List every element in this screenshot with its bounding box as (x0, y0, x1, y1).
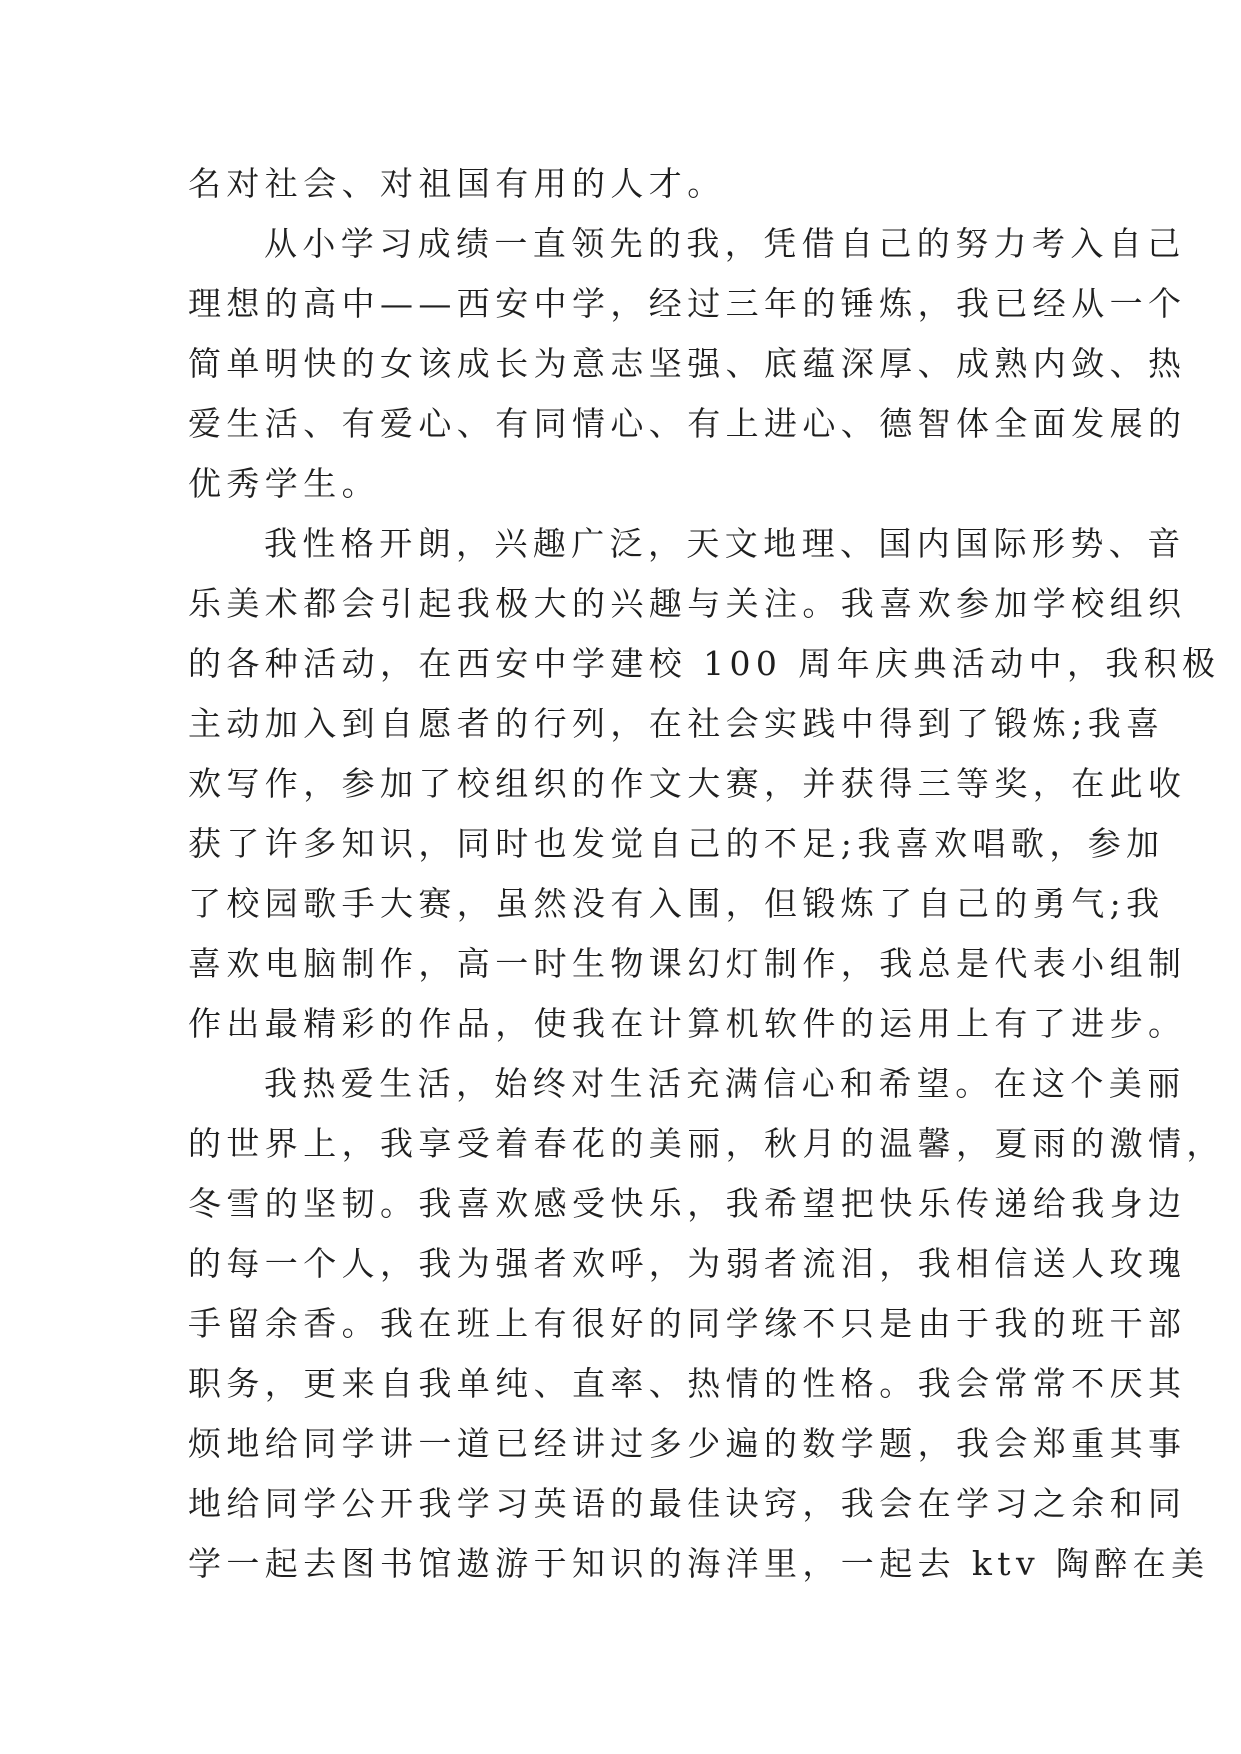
text-line: 的世界上，我享受着春花的美丽，秋月的温馨，夏雨的激情， (188, 1124, 1225, 1163)
text-line: 地给同学公开我学习英语的最佳诀窍，我会在学习之余和同 (188, 1484, 1187, 1523)
text-line: 学一起去图书馆遨游于知识的海洋里，一起去 ktv 陶醉在美 (188, 1544, 1210, 1583)
text-line: 职务，更来自我单纯、直率、热情的性格。我会常常不厌其 (188, 1364, 1187, 1403)
text-line: 喜欢电脑制作，高一时生物课幻灯制作，我总是代表小组制 (188, 944, 1187, 983)
text-line: 的每一个人，我为强者欢呼，为弱者流泪，我相信送人玫瑰 (188, 1244, 1187, 1283)
text-line: 乐美术都会引起我极大的兴趣与关注。我喜欢参加学校组织 (188, 584, 1187, 623)
text-line: 简单明快的女该成长为意志坚强、底蕴深厚、成熟内敛、热 (188, 344, 1187, 383)
text-line: 的各种活动，在西安中学建校 100 周年庆典活动中，我积极 (188, 644, 1221, 683)
text-line: 冬雪的坚韧。我喜欢感受快乐，我希望把快乐传递给我身边 (188, 1184, 1187, 1223)
text-line: 主动加入到自愿者的行列，在社会实践中得到了锻炼;我喜 (188, 704, 1165, 743)
paragraph-first-line: 我热爱生活，始终对生活充满信心和希望。在这个美丽 (264, 1064, 1186, 1103)
text-line: 爱生活、有爱心、有同情心、有上进心、德智体全面发展的 (188, 404, 1187, 443)
paragraph-first-line: 从小学习成绩一直领先的我，凭借自己的努力考入自己 (264, 224, 1186, 263)
body-text (188, 154, 1225, 1594)
text-line: 名对社会、对祖国有用的人才。 (188, 164, 726, 203)
text-line: 理想的高中——西安中学，经过三年的锤炼，我已经从一个 (188, 284, 1187, 323)
text-line: 了校园歌手大赛，虽然没有入围，但锻炼了自己的勇气;我 (188, 884, 1165, 923)
text-line: 获了许多知识，同时也发觉自己的不足;我喜欢唱歌，参加 (188, 824, 1165, 863)
text-line: 手留余香。我在班上有很好的同学缘不只是由于我的班干部 (188, 1304, 1187, 1343)
paragraph-first-line: 我性格开朗，兴趣广泛，天文地理、国内国际形势、音 (264, 524, 1186, 563)
text-line: 优秀学生。 (188, 464, 380, 503)
text-line: 作出最精彩的作品，使我在计算机软件的运用上有了进步。 (188, 1004, 1187, 1043)
text-line: 欢写作，参加了校组织的作文大赛，并获得三等奖，在此收 (188, 764, 1187, 803)
text-line: 烦地给同学讲一道已经讲过多少遍的数学题，我会郑重其事 (188, 1424, 1187, 1463)
